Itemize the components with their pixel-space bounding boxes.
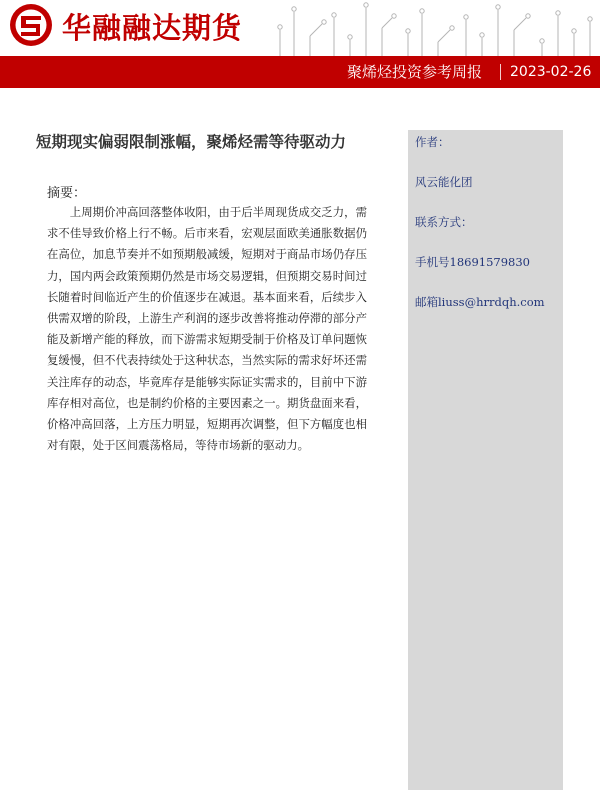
author-sidebar bbox=[408, 130, 563, 790]
article-title: 短期现实偏弱限制涨幅，聚烯烃需等待驱动力 bbox=[36, 132, 347, 151]
phone-number: 手机号18691579830 bbox=[415, 255, 530, 269]
contact-label: 联系方式： bbox=[415, 215, 473, 229]
circuit-decoration bbox=[270, 0, 600, 56]
author-name: 风云能化团 bbox=[415, 175, 473, 189]
brand-name: 华融融达期货 bbox=[62, 11, 243, 45]
abstract-text: 上周期价冲高回落整体收阳，由于后半周现货成交乏力，需求不佳导致价格上行不畅。后市来看，宏观层面欧美通胀数据仍在高位，加息节奏并不如预期般减缓，短期对于商品市场仍存压力，国内两会政策预期仍然是市场交易逻辑，但预期交易时间过长随着时间临近产生的价值逐步在减退。基本面来看，后续步入供需双增的阶段，上游生产利润的逐步改善将推动停滞的部分产能及新增产能的释放，而下游需求短期受制于价格及订单问题恢复缓慢，但不代表持续处于这种状态，当然实际的需求好坏还需关注库存的动态，毕竟库存是能够实际证实需求的，目前中下游库存相对高位，也是制约价格的主要因素之一。期货盘面来看，价格冲高回落，上方压力明显，短期再次调整，但下方幅度也相对有限，处于区间震荡格局，等待市场新的驱动力。 bbox=[47, 205, 367, 453]
report-banner bbox=[0, 56, 600, 88]
header bbox=[0, 0, 600, 56]
company-logo-icon bbox=[8, 2, 54, 48]
author-label: 作者： bbox=[415, 135, 450, 149]
report-title: 聚烯烃投资参考周报 bbox=[346, 63, 482, 81]
abstract-label: 摘要： bbox=[47, 186, 87, 201]
email-address[interactable]: 邮箱liuss@hrrdqh.com bbox=[415, 295, 545, 309]
report-date: 2023-02-26 bbox=[510, 64, 592, 80]
banner-divider bbox=[500, 64, 501, 80]
